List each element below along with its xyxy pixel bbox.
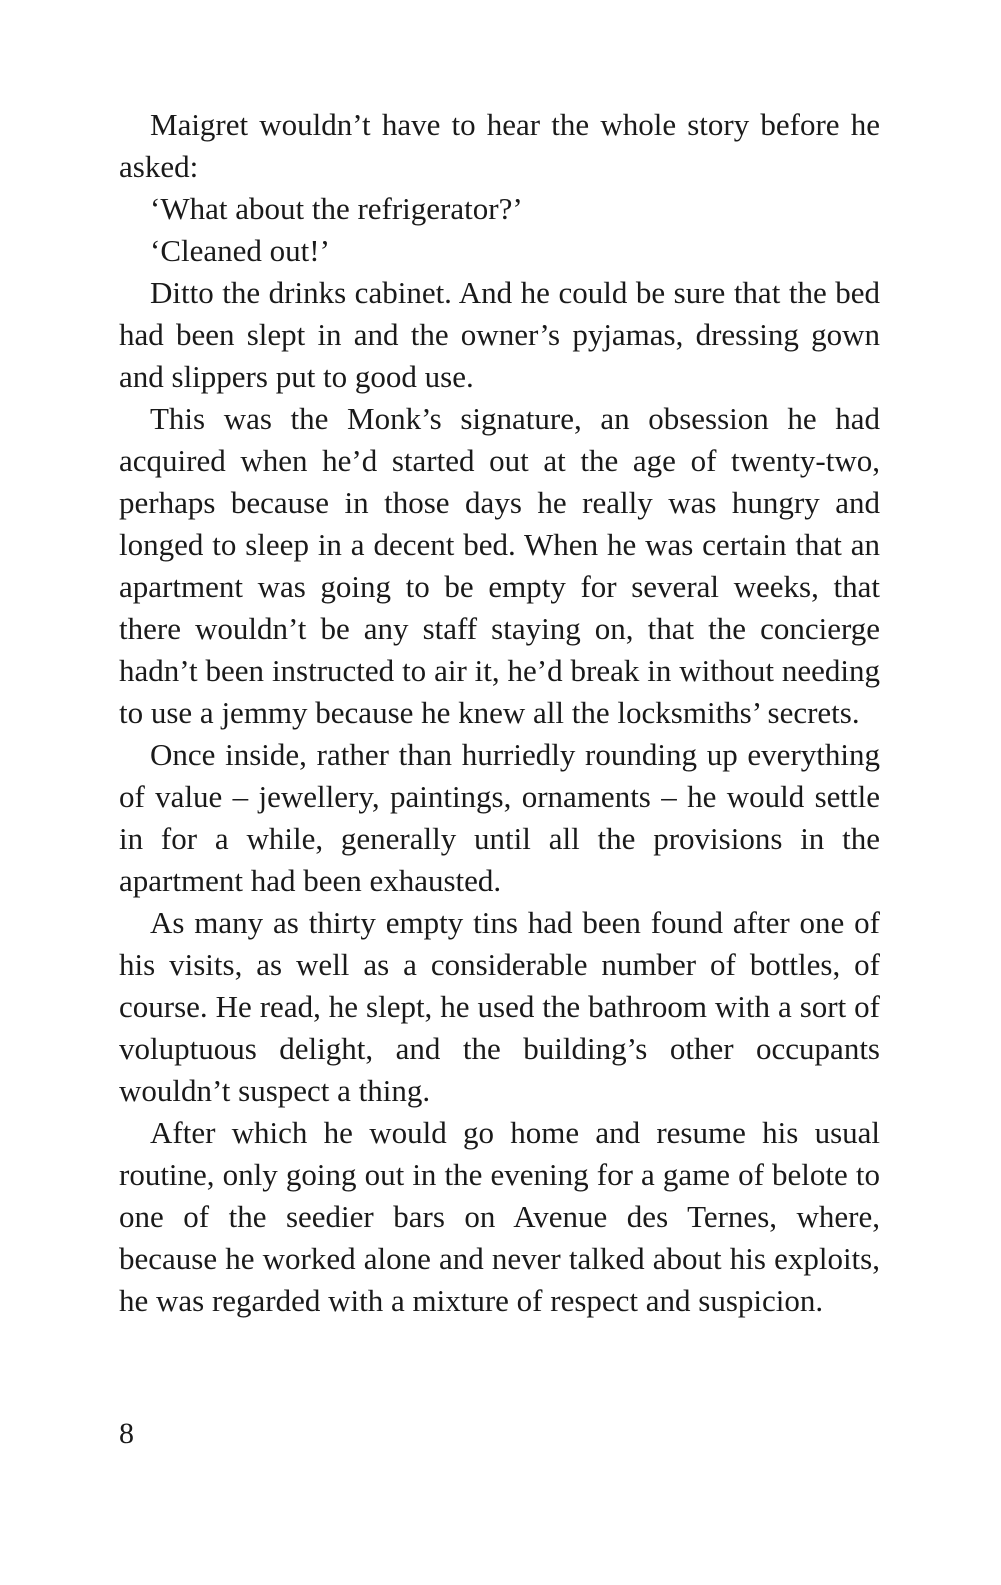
body-text [119,104,880,1322]
paragraph: Ditto the drinks cabinet. And he could be sure that the bed had been slept in and the owner’s pyjamas, dressing gown and slippers put to good use. [119,275,880,394]
paragraph: Once inside, rather than hurriedly rounding up everything of value – jewellery, paintings, ornaments – he would settle in for a while, generally until all the provisions in the apartment had been exhausted. [119,737,880,898]
page-number: 8 [119,1417,134,1450]
paragraph: ‘Cleaned out!’ [150,233,330,268]
paragraph: As many as thirty empty tins had been found after one of his visits, as well as a considerable number of bottles, of course. He read, he slept, he used the bathroom with a sort of voluptuous delight, and the building’s other occupants wouldn’t suspect a thing. [119,905,880,1108]
paragraph: ‘What about the refrigerator?’ [150,191,523,226]
paragraph: After which he would go home and resume his usual routine, only going out in the evening for a game of belote to one of the seedier bars on Avenue des Ternes, where, because he worked alone and never talked about his exploits, he was regarded with a mixture of respect and suspicion. [119,1115,880,1318]
paragraph: This was the Monk’s signature, an obsession he had acquired when he’d started out at the age of twenty-two, perhaps because in those days he really was hungry and longed to sleep in a decent bed. When he was certain that an apartment was going to be empty for several weeks, that there wouldn’t be any staff staying on, that the concierge hadn’t been instructed to air it, he’d break in without needing to use a jemmy because he knew all the locksmiths’ secrets. [119,401,880,730]
paragraph: Maigret wouldn’t have to hear the whole story before he asked: [119,107,880,184]
